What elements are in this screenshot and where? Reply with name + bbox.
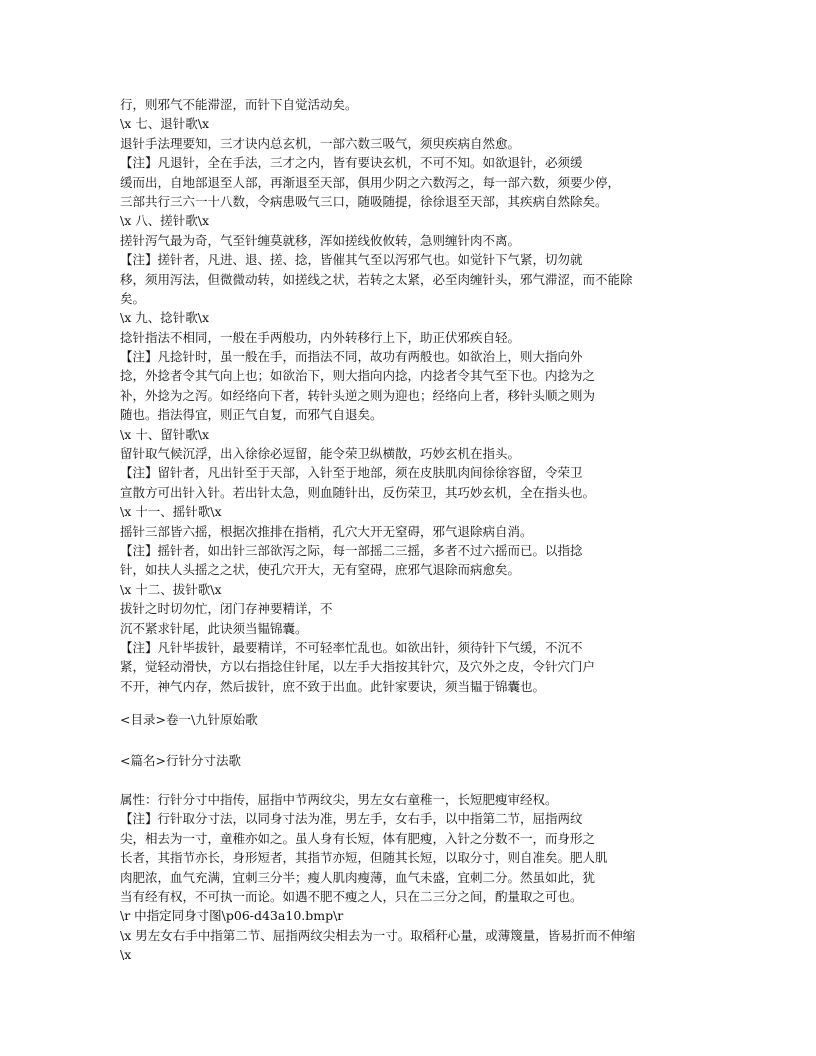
- section-heading: \x 十二、拔针歌\x: [120, 581, 222, 597]
- verse-line: 属性：行针分寸中指传，屈指中节两纹尖，男左女右童稚一，长短肥瘦审经权。: [120, 792, 558, 807]
- verse-line: 摇针三部皆六摇，根据次推排在指梢，孔穴大开无窒碍，邪气退除病自消。: [120, 523, 533, 539]
- commentary-line: 随也。指法得宜，则正气自复，而邪气自退矣。: [120, 407, 383, 423]
- chapter-title-line: <篇名>行针分寸法歌: [120, 753, 241, 768]
- commentary-line: 尖，相去为一寸，童稚亦如之。虽人身有长短，体有肥瘦，入针之分数不一，而身形之: [120, 830, 596, 846]
- figure-caption-line: \x: [120, 947, 132, 963]
- section-heading: \x 九、捻针歌\x: [120, 310, 209, 326]
- commentary-line: 针，如扶人头摇之之状，使孔穴开大，无有窒碍，庶邪气退除而病愈矣。: [120, 562, 521, 578]
- commentary-line: 【注】凡针毕拔针，最要精详，不可轻率忙乱也。如欲出针，须待针下气缓，不沉不: [120, 639, 583, 655]
- section-heading: \x 七、退针歌\x: [120, 116, 209, 132]
- commentary-line: 长者，其指节亦长，身形短者，其指节亦短，但随其长短，以取分寸，则自准矣。肥人肌: [120, 850, 608, 866]
- section-heading: \x 八、搓针歌\x: [120, 213, 209, 229]
- needle-technique-songs: [120, 95, 700, 696]
- commentary-line: 移，须用泻法，但微微动转，如搓线之状，若转之太紧，必至肉缠针头，邪气滞涩，而不能除: [120, 271, 633, 287]
- catalog-heading: [120, 710, 700, 729]
- commentary-line: 【注】摇针者，如出针三部欲泻之际，每一部摇二三摇，多者不过六摇而已。以指捻: [120, 542, 583, 558]
- commentary-line: 三部共行三六一十八数，令病患吸气三口，随吸随提，徐徐退至天部，其疾病自然除矣。: [120, 193, 608, 209]
- verse-line: 沉不紧求针尾，此诀须当韫锦囊。: [120, 620, 308, 636]
- section-heading: \x 十一、摇针歌\x: [120, 504, 222, 520]
- verse-line: 捻针指法不相同，一般在手两般功，内外转移行上下，助正伏邪疾自轻。: [120, 329, 521, 345]
- commentary-line: 当有经有权，不可执一而论。如遇不肥不瘦之人，只在二三分之间，酌量取之可也。: [120, 888, 583, 904]
- commentary-line: 捻，外捻者令其气向上也；如欲治下，则大指向内捻，内捻者令其气至下也。内捻为之: [120, 368, 596, 384]
- verse-line: 搓针泻气最为奇，气至针缠莫就移，浑如搓线攸攸转，急则缠针肉不离。: [120, 232, 521, 248]
- verse-line: 留针取气候沉浮，出入徐徐必逗留，能令荣卫纵横散，巧妙玄机在指头。: [120, 446, 521, 462]
- text-line: 行，则邪气不能滞涩，而针下自觉活动矣。: [120, 97, 358, 112]
- figure-caption-line: \x 男左女右手中指第二节、屈指两纹尖相去为一寸。取稻秆心量，或薄篾量，皆易折而不伸缩: [120, 927, 636, 943]
- commentary-line: 紧，觉轻动滑快，方以右指捻住针尾，以左手大指按其针穴，及穴外之皮，令针穴门户: [120, 659, 596, 675]
- figure-reference-line: \r 中指定同身寸图\p06-d43a10.bmp\r: [120, 908, 344, 924]
- commentary-line: 宣散方可出针入针。若出针太急，则血随针出，反伤荣卫，其巧妙玄机，全在指头也。: [120, 484, 596, 500]
- commentary-line: 肉肥浓，血气充满，宜刺三分半；瘦人肌肉瘦薄，血气未盛，宜刺二分。然虽如此，犹: [120, 869, 596, 885]
- commentary-line: 【注】行针取分寸法，以同身寸法为准，男左手，女右手，以中指第二节，屈指两纹: [120, 811, 583, 827]
- needle-measurement-section: [120, 790, 700, 965]
- verse-line: 拔针之时切勿忙，闭门存神要精详，不: [120, 601, 333, 617]
- verse-line: 退针手法理要知，三才诀内总玄机，一部六数三吸气，须臾疾病自然愈。: [120, 135, 521, 151]
- commentary-line: 【注】凡退针，全在手法，三才之内，皆有要诀玄机，不可不知。如欲退针，必须缓: [120, 155, 583, 171]
- commentary-line: 矣。: [120, 290, 146, 306]
- commentary-line: 【注】凡捻针时，虽一般在手，而指法不同，故功有两般也。如欲治上，则大指向外: [120, 349, 583, 365]
- section-heading: \x 十、留针歌\x: [120, 426, 209, 442]
- chapter-heading: [120, 751, 700, 770]
- commentary-line: 缓而出，自地部退至人部，再渐退至天部，俱用少阴之六数泻之，每一部六数，须要少停，: [120, 174, 621, 190]
- commentary-line: 【注】搓针者，凡进、退、搓、捻，皆催其气至以泻邪气也。如觉针下气紧，切勿就: [120, 252, 583, 268]
- commentary-line: 不开，神气内存，然后拔针，庶不致于出血。此针家要诀，须当韫于锦囊也。: [120, 678, 546, 694]
- commentary-line: 【注】留针者，凡出针至于天部，入针至于地部，须在皮肤肌肉间徐徐容留，令荣卫: [120, 465, 583, 481]
- commentary-line: 补，外捻为之泻。如经络向下者，转针头逆之则为迎也；经络向上者，移针头顺之则为: [120, 387, 596, 403]
- catalog-line: <目录>卷一\九针原始歌: [120, 712, 258, 727]
